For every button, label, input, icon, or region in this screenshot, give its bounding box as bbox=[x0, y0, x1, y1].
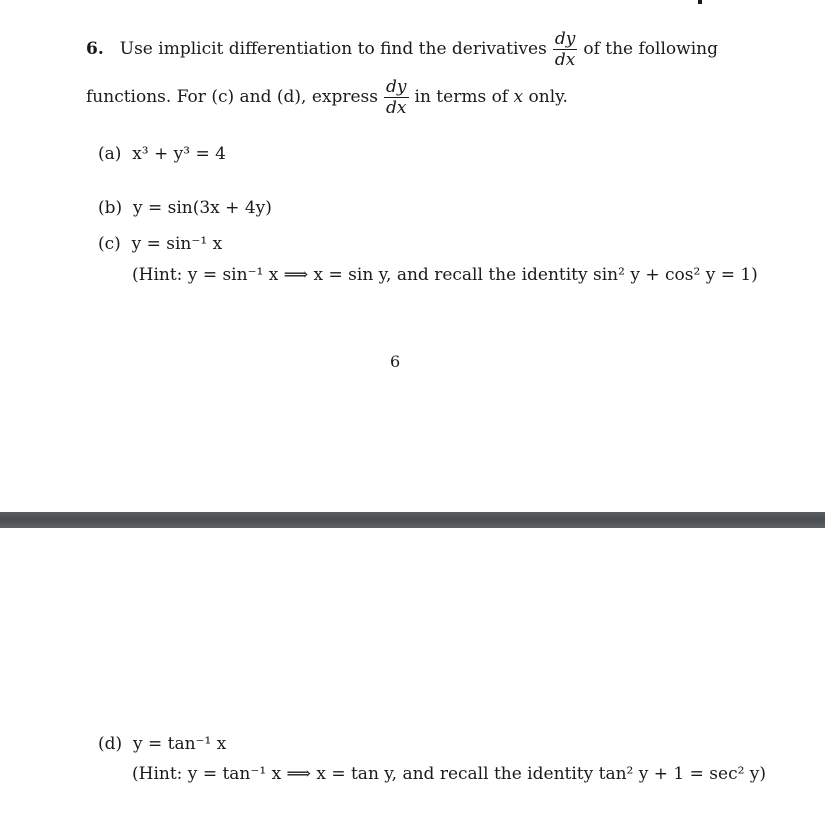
part-d-expression: y = tan⁻¹ x bbox=[132, 734, 227, 754]
part-a-expression: x³ + y³ = 4 bbox=[132, 144, 226, 164]
fraction-denominator-2: dx bbox=[386, 98, 407, 118]
part-c-hint-text: (Hint: y = sin⁻¹ x ⟹ x = sin y, and recall the identity sin² y + cos² y = 1) bbox=[132, 265, 758, 285]
intro-text-c: functions. For (c) and (d), express bbox=[86, 87, 379, 107]
part-c-label: (c) bbox=[98, 234, 121, 254]
page-separator bbox=[0, 512, 825, 528]
page-bottom bbox=[0, 528, 825, 816]
dy-dx-fraction bbox=[553, 30, 578, 69]
problem-line-2 bbox=[86, 78, 568, 117]
intro-text-e: only. bbox=[528, 87, 568, 107]
part-d-hint bbox=[132, 764, 766, 784]
part-d-label: (d) bbox=[98, 734, 123, 754]
part-a-label: (a) bbox=[98, 144, 122, 164]
intro-variable: x bbox=[513, 87, 524, 107]
problem-number: 6. bbox=[86, 39, 104, 59]
part-b-expression: y = sin(3x + 4y) bbox=[132, 198, 272, 218]
part-c-hint bbox=[132, 265, 758, 285]
problem-line-1 bbox=[86, 30, 718, 69]
page-edge-mark bbox=[698, 0, 702, 4]
intro-text-b: of the following bbox=[583, 39, 718, 59]
intro-text-d: in terms of bbox=[414, 87, 509, 107]
part-c bbox=[98, 234, 222, 254]
part-d bbox=[98, 734, 226, 754]
part-c-expression: y = sin⁻¹ x bbox=[131, 234, 223, 254]
part-a bbox=[98, 144, 226, 164]
part-b-label: (b) bbox=[98, 198, 123, 218]
fraction-denominator: dx bbox=[554, 50, 576, 70]
fraction-numerator-2: dy bbox=[386, 77, 407, 97]
dy-dx-fraction-2 bbox=[384, 78, 409, 117]
fraction-numerator: dy bbox=[554, 29, 576, 49]
page-number: 6 bbox=[390, 352, 401, 371]
part-b bbox=[98, 198, 272, 218]
intro-text-a: Use implicit differentiation to find the derivatives bbox=[119, 39, 547, 59]
part-d-hint-text: (Hint: y = tan⁻¹ x ⟹ x = tan y, and recall the identity tan² y + 1 = sec² y) bbox=[132, 764, 767, 784]
